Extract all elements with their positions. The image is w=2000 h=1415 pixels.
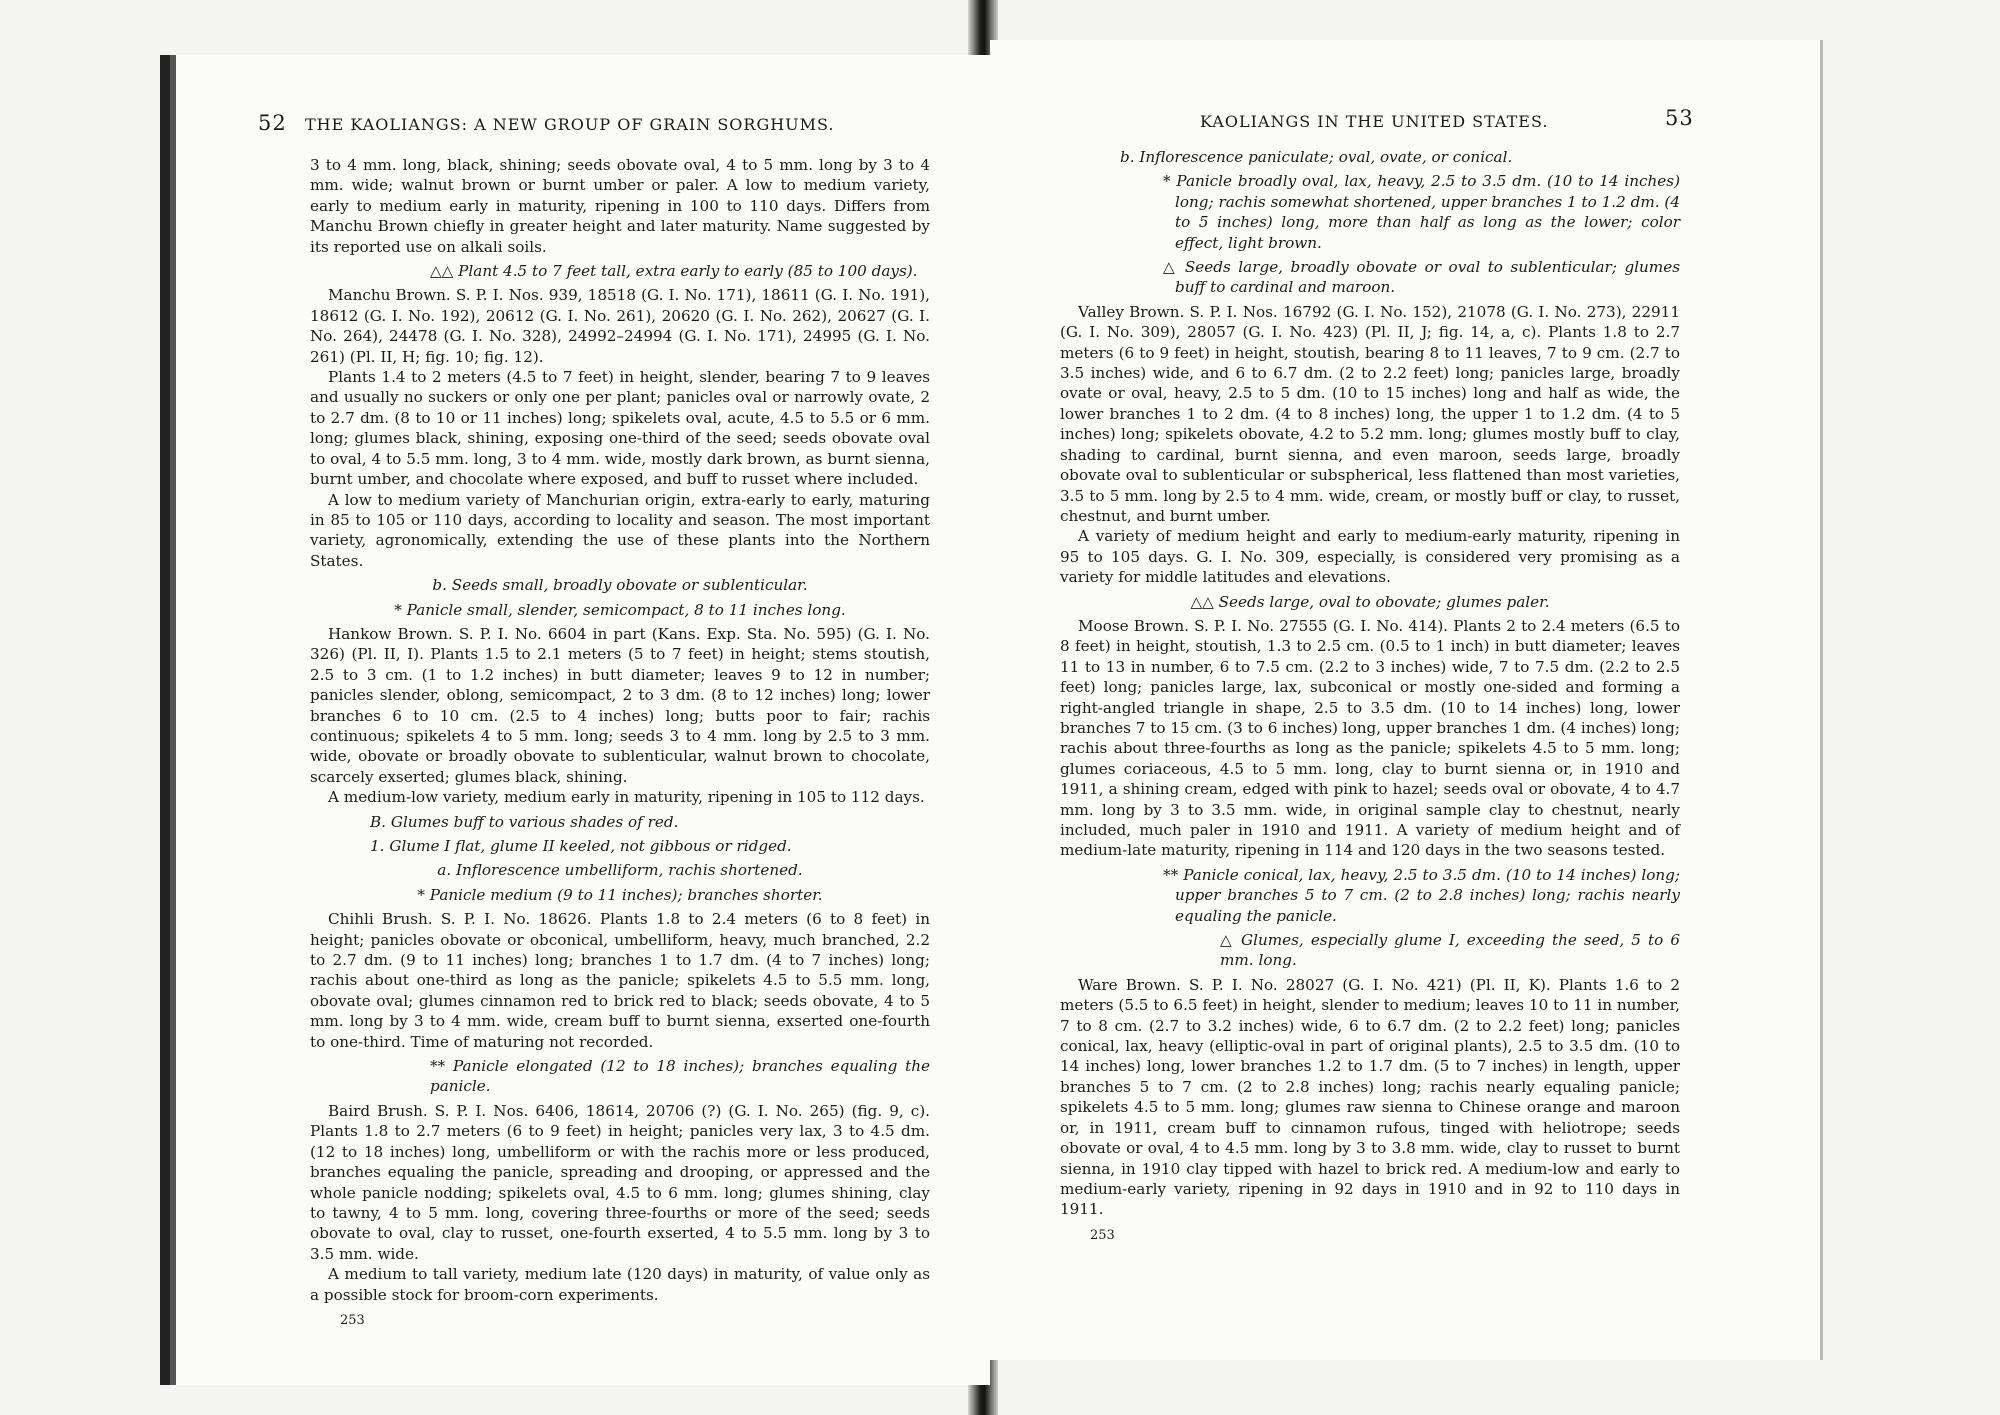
paragraph: 3 to 4 mm. long, black, shining; seeds obovate oval, 4 to 5 mm. long by 3 to 4 mm. wide; walnut brown or burnt umber or paler. A low to medium variety, early to medium early in maturity, ripening in 100 to 110 days. Differs from Manchu Brown chiefly in greater height and later maturity. Name suggested by its reported use on alkali soils. [310,156,930,256]
paragraph: Ware Brown. S. P. I. No. 28027 (G. I. No. 421) (Pl. II, K). Plants 1.6 to 2 meters (5.5 to 6.5 feet) in height, slender to medium; leaves 10 to 11 in number, 7 to 8 cm. (2.7 to 3.2 inches) wide, 6 to 6.7 dm. (2 to 2.2 feet) long; panicles conical, lax, heavy (elliptic-oval in part of original plants), 2.5 to 3.5 dm. (10 to 14 inches) long, lower branches 1.2 to 1.7 dm. (5 to 7 inches) in length, upper branches 5 to 7 cm. (2 to 2.8 inches) long; rachis nearly equaling panicle; spikelets 4.5 to 5 mm. long; glumes raw sienna to Chinese orange and maroon or, in 1911, cream buff to cinnamon rufous, tinged with heliotrope; seeds obovate or oval, 4 to 4.5 mm. long by 3 to 3.8 mm. wide, clay to russet to burnt sienna, in 1910 clay tipped with hazel to brick red. A medium-low and early to medium-early variety, ripening in 92 days in 1910 and in 92 to 110 days in 1911. [1060,975,1680,1219]
right-page-number: 53 [1665,106,1694,130]
left-running-title: THE KAOLIANGS: A NEW GROUP OF GRAIN SORGHUMS. [305,115,835,134]
key-heading: * Panicle broadly oval, lax, heavy, 2.5 to 3.5 dm. (10 to 14 inches) long; rachis somewhat shortened, upper branches 1 to 1.2 dm. (4 to 5 inches) long, more than half as long as the lower; color effect, light brown. [1163,172,1680,252]
key-heading: ** Panicle conical, lax, heavy, 2.5 to 3.5 dm. (10 to 14 inches) long; upper branches 5 to 7 cm. (2 to 2.8 inches) long; rachis nearly equaling the panicle. [1163,865,1680,925]
paragraph: Moose Brown. S. P. I. No. 27555 (G. I. No. 414). Plants 2 to 2.4 meters (6.5 to 8 feet) in height, stoutish, 1.3 to 2.5 cm. (0.5 to 1 inch) in butt diameter; leaves 11 to 13 in number, 6 to 7.5 cm. (2.2 to 3 inches) wide, 7 to 7.5 dm. (2.2 to 2.5 feet) long; panicles large, lax, subconical or mostly one-sided and forming a right-angled triangle in shape, 2.5 to 3.5 dm. (10 to 14 inches) long, lower branches 7 to 15 cm. (3 to 6 inches) long, upper branches 1 dm. (4 inches) long; rachis about three-fourths as long as the panicle; spikelets 4.5 to 5 mm. long; glumes coriaceous, 4.5 to 5 mm. long, clay to burnt sienna or, in 1910 and 1911, a shining cream, edged with pink to hazel; seeds oval or obovate, 4 to 4.7 mm. long by 3 to 3.5 mm. wide, in original sample clay to chestnut, nearly included, much paler in 1910 and 1911. A variety of medium height and of medium-late maturity, ripening in 114 and 120 days in the two seasons tested. [1060,616,1680,860]
key-heading: * Panicle small, slender, semicompact, 8 to 11 inches long. [394,600,846,619]
paragraph: Valley Brown. S. P. I. Nos. 16792 (G. I. No. 152), 21078 (G. I. No. 273), 22911 (G. I. No. 309), 28057 (G. I. No. 423) (Pl. II, J; fig. 14, a, c). Plants 1.8 to 2.7 meters (6 to 9 feet) in height, stoutish, bearing 8 to 11 leaves, 7 to 9 cm. (2.7 to 3.5 inches) wide, and 6 to 6.7 dm. (2 to 2.2 feet) long; panicles large, broadly ovate or oval, heavy, 2.5 to 5 dm. (10 to 15 inches) long and half as wide, the lower branches 1 to 2 dm. (4 to 8 inches) long, the upper 1 to 1.2 dm. (4 to 5 inches) long; spikelets obovate, 4.2 to 5.2 mm. long; glumes mostly buff to clay, shading to cardinal, burnt sienna, and even maroon, seeds large, broadly obovate oval to sublenticular or subspherical, less flattened than most varieties, 3.5 to 5 mm. long by 2.5 to 4 mm. wide, cream, or mostly buff or clay, to russet, chestnut, and burnt umber. [1060,302,1680,525]
right-page [990,40,1823,1360]
paragraph: A low to medium variety of Manchurian origin, extra-early to early, maturing in 85 to 105 or 110 days, according to locality and season. The most important variety, agronomically, extending the use of these plants into the Northern States. [310,490,930,570]
key-heading: B. Glumes buff to various shades of red. [370,812,679,831]
key-heading: △ Glumes, especially glume I, exceeding the seed, 5 to 6 mm. long. [1220,931,1680,970]
paragraph: Manchu Brown. S. P. I. Nos. 939, 18518 (G. I. No. 171), 18611 (G. I. No. 191), 18612 (G. I. No. 192), 20612 (G. I. No. 261), 20620 (G. I. No. 262), 20627 (G. I. No. 264), 24478 (G. I. No. 328), 24992–24994 (G. I. No. 171), 24995 (G. I. No. 261) (Pl. II, H; fig. 10; fig. 12). [310,286,930,366]
paragraph: A medium to tall variety, medium late (120 days) in maturity, of value only as a possible stock for broom-corn experiments. [310,1265,930,1304]
right-text-column [1060,143,1680,1246]
page-signature: 253 [1090,1227,1115,1243]
right-running-title: KAOLIANGS IN THE UNITED STATES. [1200,112,1549,131]
paragraph: Hankow Brown. S. P. I. No. 6604 in part (Kans. Exp. Sta. No. 595) (G. I. No. 326) (Pl. II, I). Plants 1.5 to 2.1 meters (5 to 7 feet) in height; stems stoutish, 2.5 to 3 cm. (1 to 1.2 inches) in butt diameter; leaves 9 to 12 in number; panicles slender, oblong, semicompact, 2 to 3 dm. (8 to 12 inches) long; lower branches 6 to 10 cm. (2.5 to 4 inches) long; butts poor to fair; rachis continuous; spikelets 4 to 5 mm. long; seeds 3 to 4 mm. long by 2.5 to 3 mm. wide, obovate or broadly obovate to sublenticular, walnut brown to chocolate, scarcely exserted; glumes black, shining. [310,624,930,786]
paragraph: Plants 1.4 to 2 meters (4.5 to 7 feet) in height, slender, bearing 7 to 9 leaves and usually no suckers or only one per plant; panicles oval or narrowly ovate, 2 to 2.7 dm. (8 to 10 or 11 inches) long; spikelets oval, acute, 4.5 to 5.5 or 6 mm. long; glumes black, shining, exposing one-third of the seed; seeds obovate oval to oval, 4 to 5.5 mm. long, 3 to 4 mm. wide, mostly dark brown, as burnt sienna, burnt umber, and chocolate where exposed, and buff to russet where included. [310,368,930,489]
paragraph: A medium-low variety, medium early in maturity, ripening in 105 to 112 days. [328,788,925,807]
key-heading: △△ Plant 4.5 to 7 feet tall, extra early to early (85 to 100 days). [430,262,918,281]
paragraph: Chihli Brush. S. P. I. No. 18626. Plants 1.8 to 2.4 meters (6 to 8 feet) in height; panicles obovate or obconical, umbelliform, heavy, much branched, 2.2 to 2.7 dm. (9 to 11 inches) long; branches 1 to 1.7 dm. (4 to 7 inches) long; rachis about one-third as long as the panicle; spikelets 4.5 to 5.5 mm. long, obovate oval; glumes cinnamon red to brick red to black; seeds obovate, 4 to 5 mm. long by 3 to 4 mm. wide, cream buff to burnt sienna, exserted one-fourth to one-third. Time of maturing not recorded. [310,910,930,1051]
left-text-column [310,155,930,1331]
key-heading: b. Inflorescence paniculate; oval, ovate, or conical. [1120,148,1513,166]
right-running-head [990,100,1820,130]
page-signature: 253 [340,1312,365,1328]
left-page [160,55,990,1385]
key-heading: a. Inflorescence umbelliform, rachis shortened. [437,861,803,880]
left-running-head [170,111,990,145]
key-heading: △ Seeds large, broadly obovate or oval to sublenticular; glumes buff to cardinal and maroon. [1163,258,1680,297]
paragraph: Baird Brush. S. P. I. Nos. 6406, 18614, 20706 (?) (G. I. No. 265) (fig. 9, c). Plants 1.8 to 2.7 meters (6 to 9 feet) in height; panicles very lax, 3 to 4.5 dm. (12 to 18 inches) long, umbelliform or with the rachis more or less produced, branches equaling the panicle, spreading and drooping, or appressed and the whole panicle nodding; spikelets oval, 4.5 to 6 mm. long; glumes shining, clay to tawny, 4 to 5 mm. long, covering three-fourths or more of the seed; seeds obovate to oval, clay to russet, one-fourth exserted, 4 to 5.5 mm. long by 3 to 3.5 mm. wide. [310,1101,930,1263]
left-page-number: 52 [258,111,287,135]
key-heading: △△ Seeds large, oval to obovate; glumes paler. [1190,592,1550,611]
key-heading: * Panicle medium (9 to 11 inches); branches shorter. [417,885,823,904]
paragraph: A variety of medium height and early to medium-early maturity, ripening in 95 to 105 days. G. I. No. 309, especially, is considered very promising as a variety for middle latitudes and elevations. [1060,527,1680,587]
key-heading: b. Seeds small, broadly obovate or sublenticular. [432,576,808,595]
key-heading: ** Panicle elongated (12 to 18 inches); branches equaling the panicle. [430,1057,930,1096]
key-heading: 1. Glume I flat, glume II keeled, not gibbous or ridged. [370,837,792,855]
